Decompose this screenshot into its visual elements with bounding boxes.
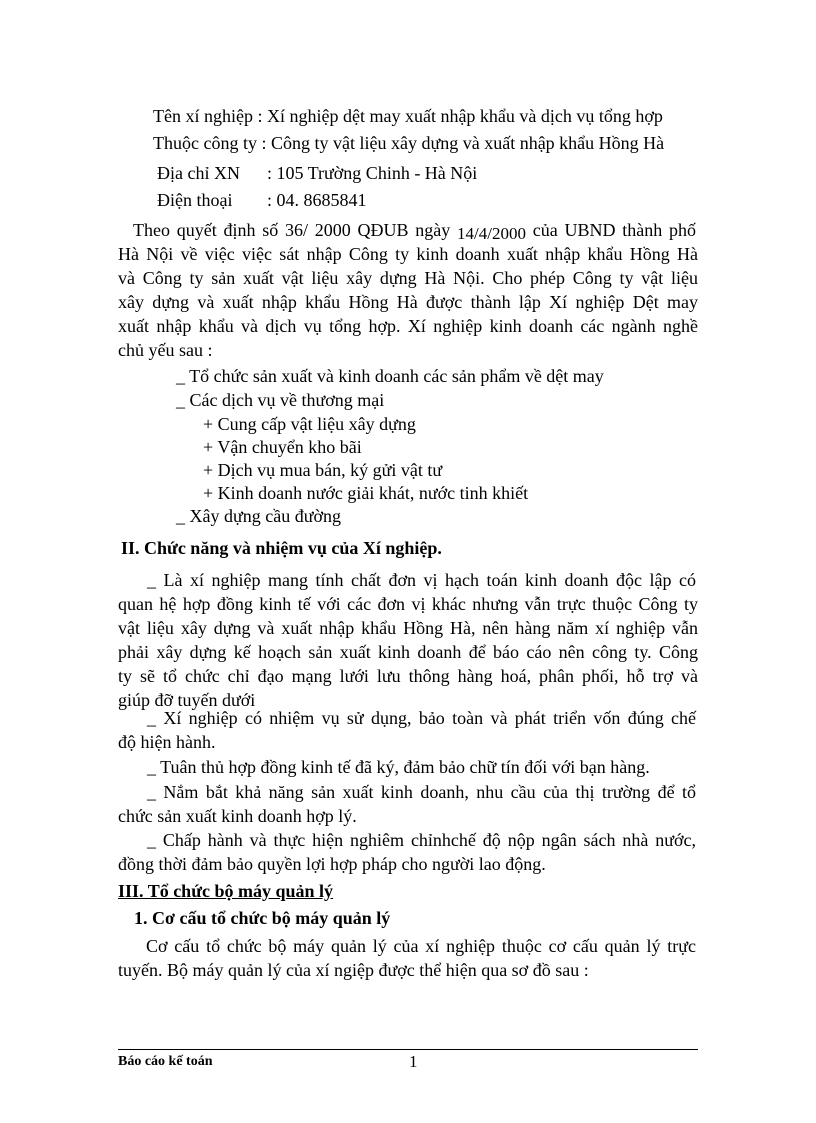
business-item-2: _ Các dịch vụ về thương mại — [176, 390, 385, 410]
parent-company-value: Công ty vật liệu xây dựng và xuất nhập khẩu Hồng Hà — [270, 133, 665, 153]
s2-p5-line-2: đồng thời đảm bảo quyền lợi hợp pháp cho người lao động. — [118, 854, 546, 874]
s2-p5-line-1: _ Chấp hành và thực hiện nghiêm chỉnhchế độ nộp ngân sách nhà nước, — [147, 830, 696, 850]
intro-line-2: Hà Nội về việc việc sát nhập Công ty kinh doanh xuất nhập khẩu Hồng Hà — [118, 244, 698, 264]
footer-divider — [118, 1049, 698, 1050]
s2-p2-line-1: _ Xí nghiệp có nhiệm vụ sử dụng, bảo toàn và phát triển vốn đúng chế — [147, 708, 696, 728]
intro-line-5: xuất nhập khẩu và dịch vụ tổng hợp. Xí nghiệp kinh doanh các ngành nghề — [118, 316, 698, 336]
business-item-3: _ Xây dựng cầu đường — [176, 506, 341, 526]
intro-line-4: xây dựng và xuất nhập khẩu Hồng Hà được thành lập Xí nghiệp Dệt may — [118, 292, 698, 312]
s2-p2-line-2: độ hiện hành. — [118, 732, 216, 752]
s3-p1-line-1: Cơ cấu tổ chức bộ máy quản lý của xí nghiệp thuộc cơ cấu quản lý trực — [146, 936, 696, 956]
intro-text: của UBND thành phố — [525, 220, 696, 240]
parent-company-line — [153, 131, 664, 155]
s2-p1-line-5: ty sẽ tổ chức chỉ đạo mạng lưới lưu thông hàng hoá, phân phối, hỗ trợ và — [118, 666, 698, 686]
company-name-value: Xí nghiệp dệt may xuất nhập khẩu và dịch vụ tổng hợp — [266, 106, 663, 126]
company-name-line — [153, 104, 663, 128]
company-name-label: Tên xí nghiệp : — [153, 106, 267, 126]
section-3-heading: III. Tổ chức bộ máy quản lý — [118, 881, 334, 901]
section-2-heading: II. Chức năng và nhiệm vụ của Xí nghiệp. — [121, 538, 442, 558]
decision-date: 14/4/2000 — [457, 224, 526, 243]
s2-p3: _ Tuân thủ hợp đồng kinh tế đã ký, đảm bảo chữ tín đối với bạn hàng. — [147, 757, 650, 777]
intro-line-3: và Công ty sản xuất vật liệu xây dựng Hà Nội. Cho phép Công ty vật liệu — [118, 268, 698, 288]
parent-company-label: Thuộc công ty : — [153, 133, 271, 153]
business-sub-3: + Dịch vụ mua bán, ký gửi vật tư — [203, 460, 443, 480]
business-item-1: _ Tổ chức sản xuất và kinh doanh các sản phẩm về dệt may — [176, 366, 604, 386]
address-label: Địa chỉ XN — [157, 163, 240, 183]
address-value: : 105 Trường Chinh - Hà Nội — [267, 163, 478, 183]
footer-title: Báo cáo kế toán — [118, 1054, 213, 1069]
phone-value: : 04. 8685841 — [267, 190, 367, 210]
s3-p1-line-2: tuyến. Bộ máy quản lý của xí ngiệp được thể hiện qua sơ đồ sau : — [118, 960, 589, 980]
s2-p1-line-1: _ Là xí nghiệp mang tính chất đơn vị hạch toán kinh doanh độc lập có — [147, 570, 696, 590]
intro-text: Theo quyết định số 36/ 2000 QĐUB ngày — [133, 220, 458, 240]
business-sub-2: + Vận chuyển kho bãi — [203, 437, 362, 457]
s2-p1-line-6: giúp đỡ tuyến dưới — [118, 690, 256, 710]
page-number: 1 — [409, 1052, 418, 1071]
intro-line-6: chủ yếu sau : — [118, 340, 213, 360]
s2-p1-line-4: phải xây dựng kế hoạch sản xuất kinh doanh để báo cáo nên công ty. Công — [118, 642, 698, 662]
intro-line-1 — [133, 218, 696, 243]
phone-label: Điện thoại — [157, 190, 233, 210]
s2-p1-line-3: vật liệu xây dựng và xuất nhập khẩu Hồng Hà, nên hàng năm xí nghiệp vẫn — [118, 618, 698, 638]
section-3-1-heading: 1. Cơ cấu tổ chức bộ máy quản lý — [134, 908, 391, 928]
s2-p4-line-2: chức sản xuất kinh doanh hợp lý. — [118, 806, 357, 826]
business-sub-1: + Cung cấp vật liệu xây dựng — [203, 414, 416, 434]
business-sub-4: + Kinh doanh nước giải khát, nước tinh khiết — [203, 483, 529, 503]
s2-p4-line-1: _ Nắm bắt khả năng sản xuất kinh doanh, nhu cầu của thị trường để tổ — [147, 782, 696, 802]
s2-p1-line-2: quan hệ hợp đồng kinh tế với các đơn vị khác nhưng vẫn trực thuộc Công ty — [118, 594, 698, 614]
